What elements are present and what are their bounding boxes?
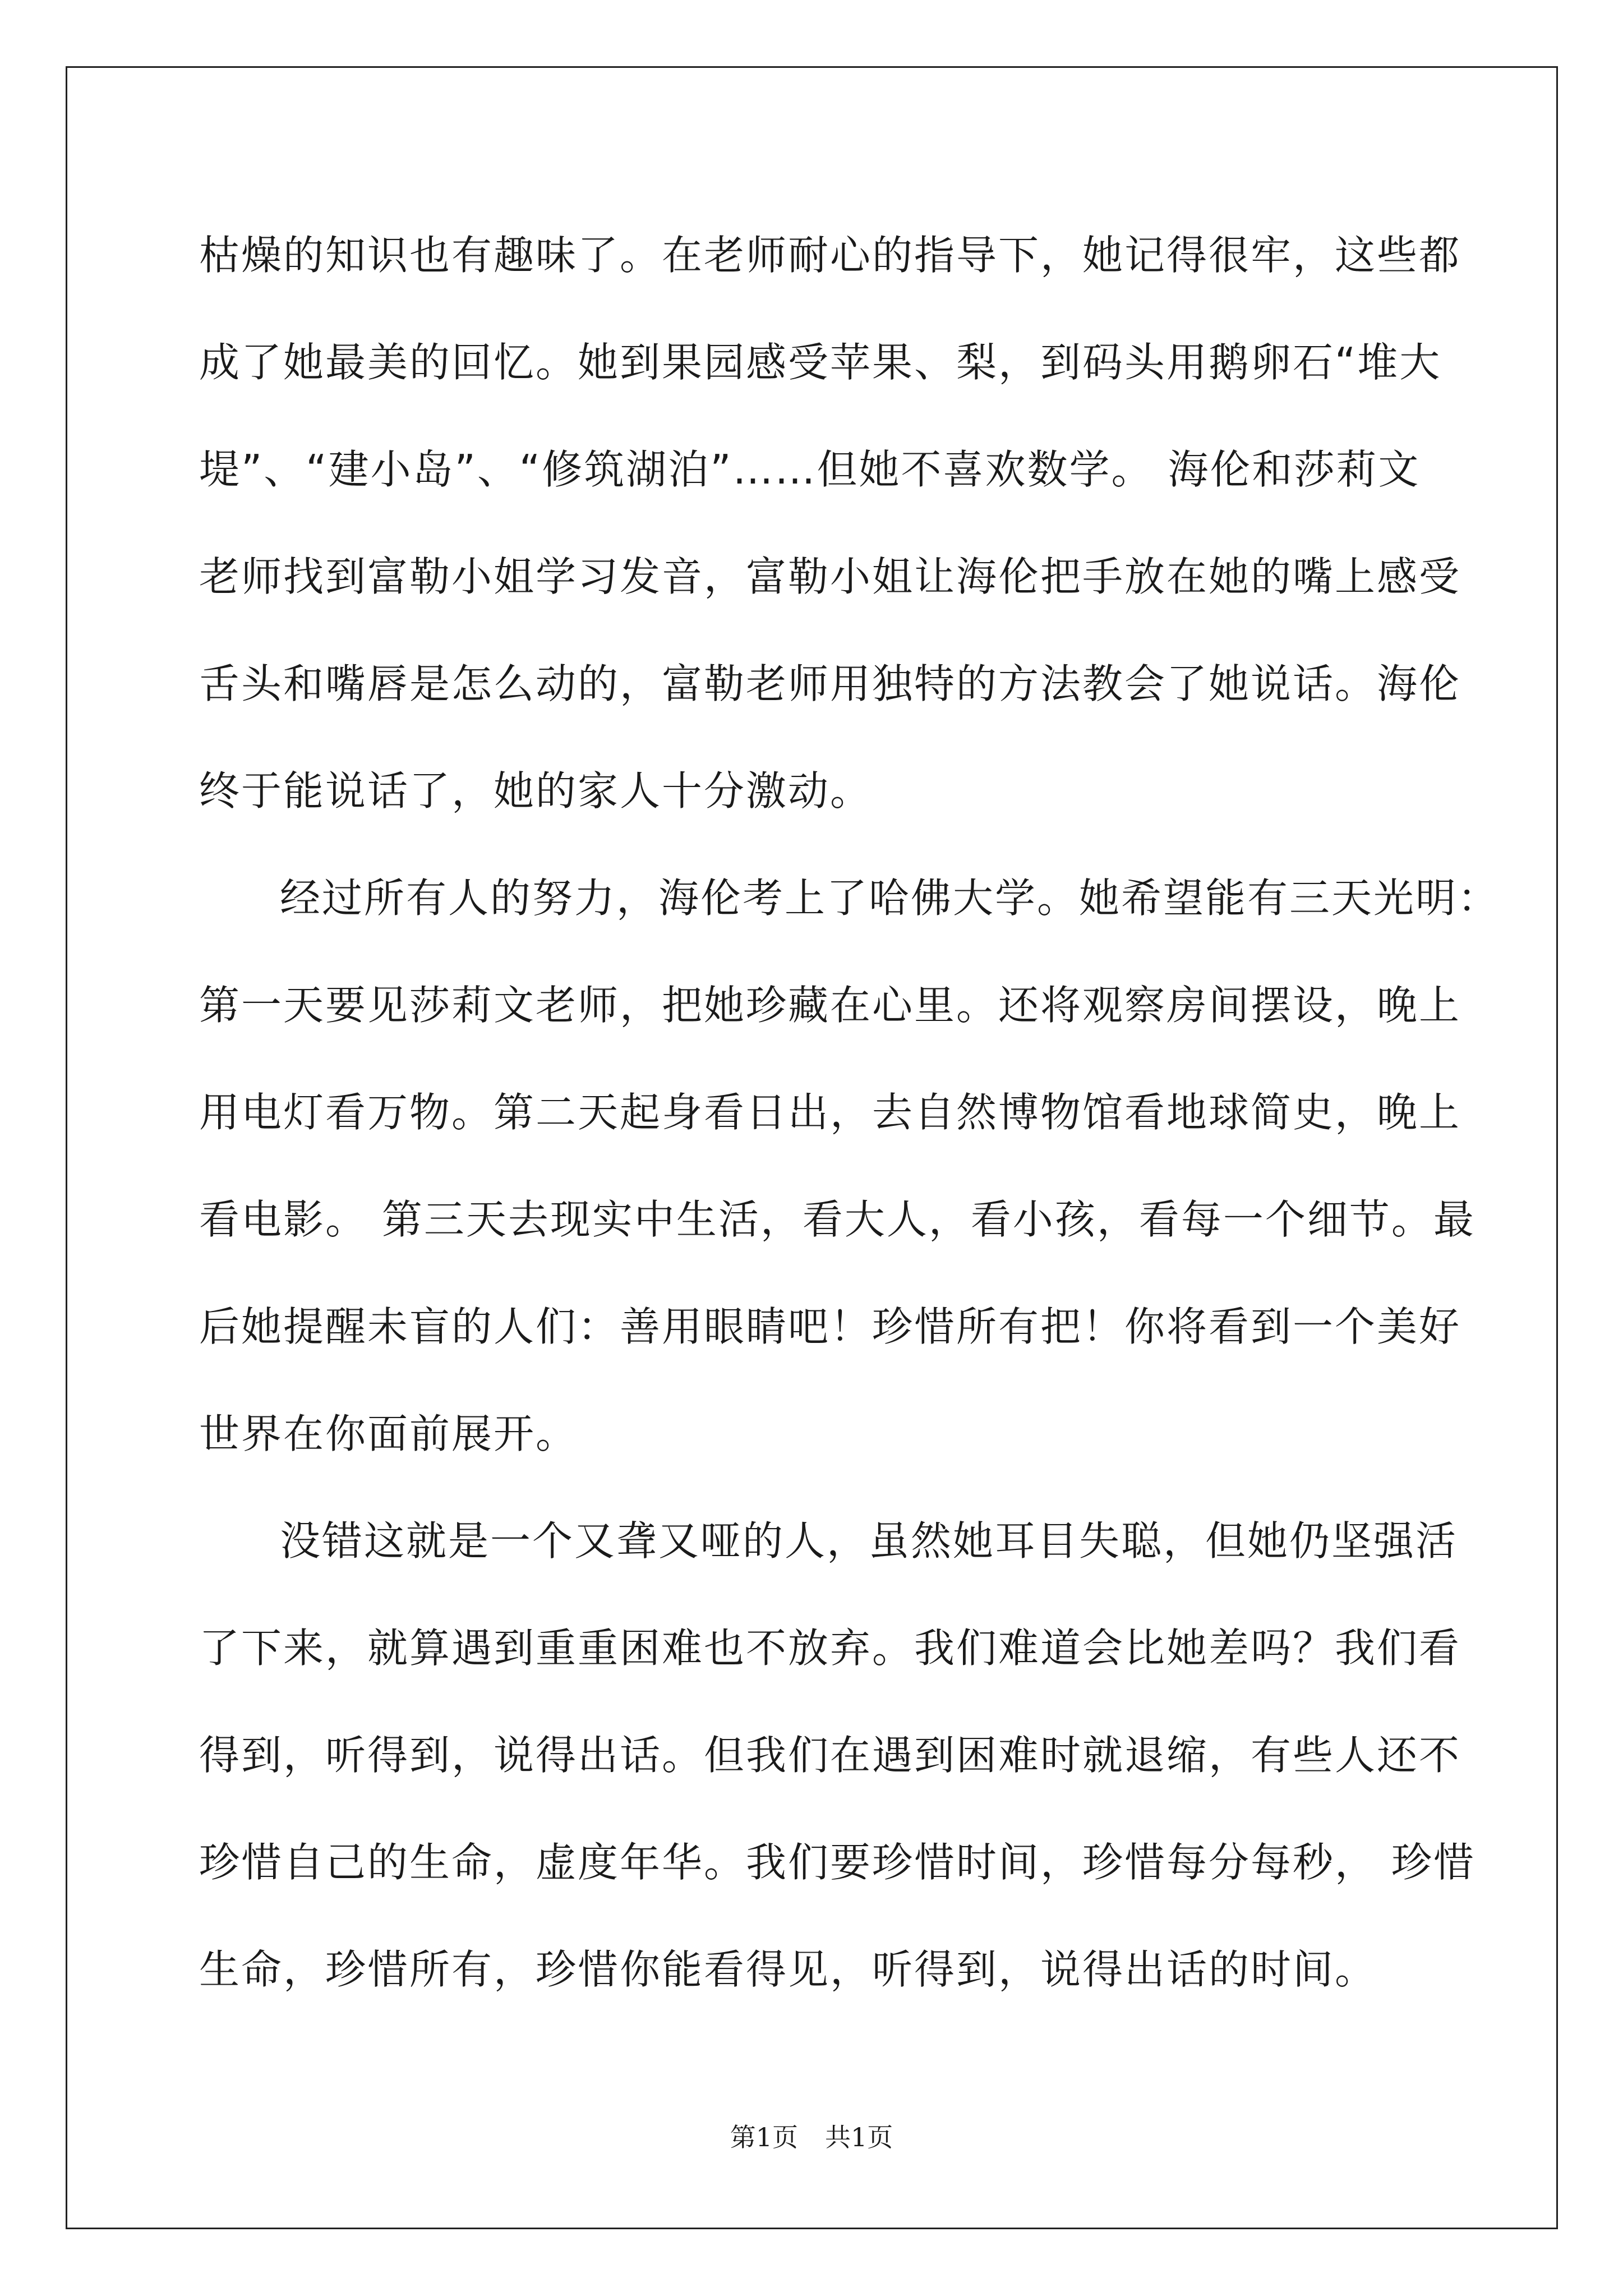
page-number-total: 共1页 <box>825 2122 893 2152</box>
page-number-current: 第1页 <box>730 2122 798 2152</box>
text-line: 没错这就是一个又聋又哑的人，虽然她耳目失聪，但她仍坚强活 <box>280 1517 1458 1565</box>
text-line: 用电灯看万物。第二天起身看日出，去自然博物馆看地球简史，晚上 <box>199 1089 1461 1136</box>
text-line: 珍惜自己的生命，虚度年华。我们要珍惜时间，珍惜每分每秒， 珍惜 <box>199 1839 1476 1886</box>
text-line: 了下来，就算遇到重重困难也不放弃。我们难道会比她差吗？我们看 <box>199 1625 1461 1672</box>
text-line: 枯燥的知识也有趣味了。在老师耐心的指导下，她记得很牢，这些都 <box>199 232 1461 279</box>
text-line: 世界在你面前展开。 <box>199 1410 578 1457</box>
paragraph-1 <box>199 202 1461 845</box>
text-line: 经过所有人的努力，海伦考上了哈佛大学。她希望能有三天光明： <box>280 875 1500 922</box>
paragraph-2 <box>199 845 1500 1488</box>
text-line: 老师找到富勒小姐学习发音，富勒小姐让海伦把手放在她的嘴上感受 <box>199 553 1461 600</box>
text-line: 生命，珍惜所有，珍惜你能看得见，听得到，说得出话的时间。 <box>199 1946 1377 1993</box>
text-line: 得到，听得到，说得出话。但我们在遇到困难时就退缩，有些人还不 <box>199 1732 1461 1779</box>
text-line: 成了她最美的回忆。她到果园感受苹果、梨，到码头用鹅卵石“堆大 <box>199 339 1442 386</box>
text-line: 堤”、“建小岛”、“修筑湖泊”……但她不喜欢数学。 海伦和莎莉文 <box>199 446 1421 493</box>
paragraph-3 <box>199 1488 1476 2023</box>
text-line: 终于能说话了，她的家人十分激动。 <box>199 767 873 815</box>
text-line: 第一天要见莎莉文老师，把她珍藏在心里。还将观察房间摆设，晚上 <box>199 982 1461 1029</box>
text-line: 看电影。 第三天去现实中生活，看大人，看小孩，看每一个细节。最 <box>199 1196 1476 1243</box>
text-line: 舌头和嘴唇是怎么动的，富勒老师用独特的方法教会了她说话。海伦 <box>199 660 1461 707</box>
page-footer <box>0 2120 1623 2154</box>
document-body <box>199 202 1500 2023</box>
text-line: 后她提醒未盲的人们：善用眼睛吧！珍惜所有把！你将看到一个美好 <box>199 1303 1461 1350</box>
